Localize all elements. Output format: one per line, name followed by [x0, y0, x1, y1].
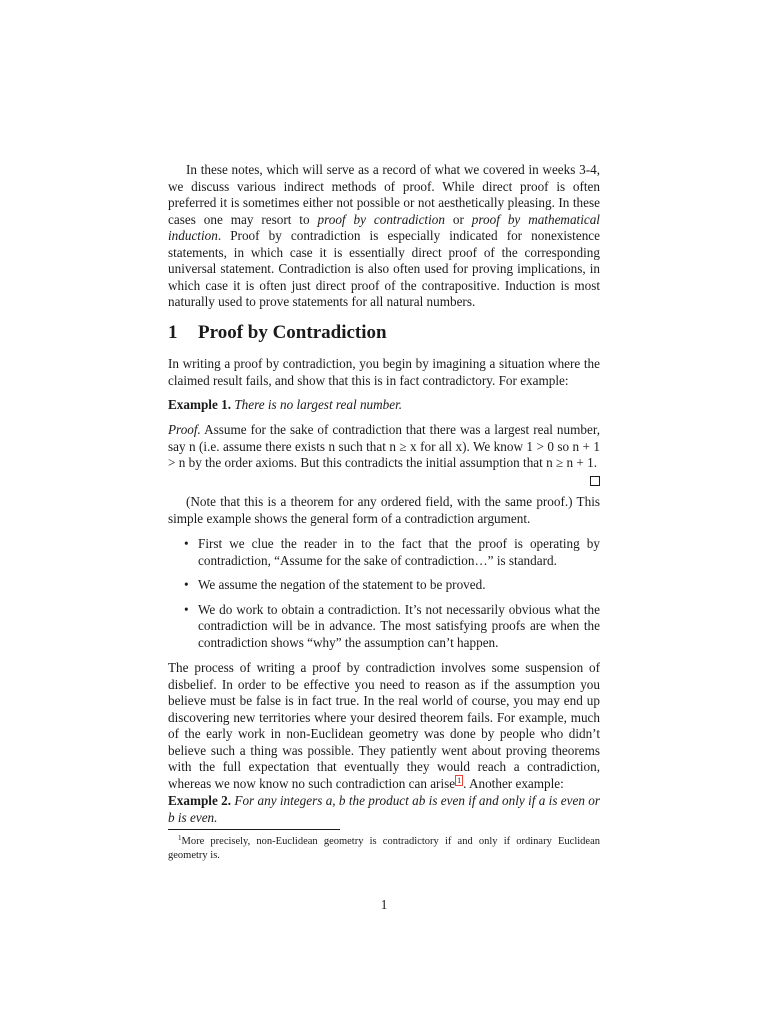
list-item: [168, 602, 600, 652]
example-1-statement: There is no largest real number.: [234, 397, 403, 412]
footnote-text: More precisely, non-Euclidean geometry is contradictory if and only if ordinary Euclidean geometry is.: [168, 836, 600, 861]
example-1: [168, 397, 600, 414]
process-text: The process of writing a proof by contradiction involves some suspension of disbelief. In order to be effective you need to reason as if the assumption you believe must be false is in fact true. In the real world of course, you may end up discovering new territories where your desired theorem fails. For example, much of the early work in non-Euclidean geometry was done by people who didn’t believe such a thing was possible. They patiently went about proving theorems with the full expectation that eventually they would reach a contradiction, whereas we now know no such contradiction can arise: [168, 660, 600, 791]
footnote-reference-link[interactable]: 1: [457, 775, 462, 785]
intro-text-2: . Proof by contradiction is especially indicated for nonexistence statements, in which case it is essentially direct proof of the corresponding universal statement. Contradiction is also often used for proving implications, in which case it is often just direct proof of the contrapositive. Induction is most naturally used to prove statements for all natural numbers.: [168, 228, 600, 309]
note-paragraph: [168, 494, 600, 527]
example-1-label: Example 1.: [168, 397, 232, 412]
lead-paragraph: [168, 356, 600, 389]
proof-label: Proof.: [168, 422, 201, 437]
example-2-statement: For any integers a, b the product ab is even if and only if a is even or b is even.: [168, 793, 600, 825]
note-text: (Note that this is a theorem for any ordered field, with the same proof.) This simple example shows the general form of a contradiction argument.: [168, 494, 600, 526]
footnote: [168, 832, 600, 862]
bullet-icon: •: [184, 577, 189, 592]
bullet-text: We do work to obtain a contradiction. It’s not necessarily obvious what the contradiction will be in advance. The most satisfying proofs are when the contradiction shows “why” the assumption can’t happen.: [198, 601, 600, 650]
bullet-text: First we clue the reader in to the fact that the proof is operating by contradiction, “Assume for the sake of contradiction…” is standard.: [198, 536, 600, 568]
section-heading: [168, 322, 387, 344]
bullet-list: [168, 536, 600, 659]
lead-text: In writing a proof by contradiction, you begin by imagining a situation where the claimed result fails, and show that this is in fact contradictory. For example:: [168, 356, 600, 388]
page-number: 1: [380, 897, 388, 912]
footnote-divider: [168, 829, 340, 830]
bullet-icon: •: [184, 601, 189, 617]
footnote-mark: 1: [178, 834, 182, 842]
section-number: 1: [168, 322, 178, 343]
intro-emphasis-induction: proof by mathematical induction: [168, 211, 600, 243]
process-paragraph: [168, 660, 600, 792]
list-item: [168, 577, 600, 594]
bullet-icon: •: [184, 536, 189, 551]
intro-text-1: In these notes, which will serve as a record of what we covered in weeks 3-4, we discuss various indirect methods of proof. While direct proof is often preferred it is sometimes either not possible or not aesthetically pleasing. In these cases one may resort to: [168, 162, 600, 227]
intro-paragraph: [168, 162, 600, 311]
bullet-text: We assume the negation of the statement to be proved.: [198, 577, 486, 592]
section-title: Proof by Contradiction: [198, 322, 387, 343]
intro-emphasis-contradiction: proof by contradiction: [317, 211, 445, 227]
qed-box-icon: [590, 476, 600, 486]
example-2-label: Example 2.: [168, 793, 232, 808]
example-2: [168, 793, 600, 826]
list-item: [168, 536, 600, 569]
process-text-after: . Another example:: [463, 775, 564, 791]
proof-1: [168, 422, 600, 486]
intro-text-or: or: [444, 211, 472, 227]
proof-text: Assume for the sake of contradiction that there was a largest real number, say n (i.e. assume there exists n such that n ≥ x for all x). We know 1 > 0 so n + 1 > n by the order axioms. But this contradicts the initial assumption that n ≥ n + 1.: [168, 422, 600, 470]
